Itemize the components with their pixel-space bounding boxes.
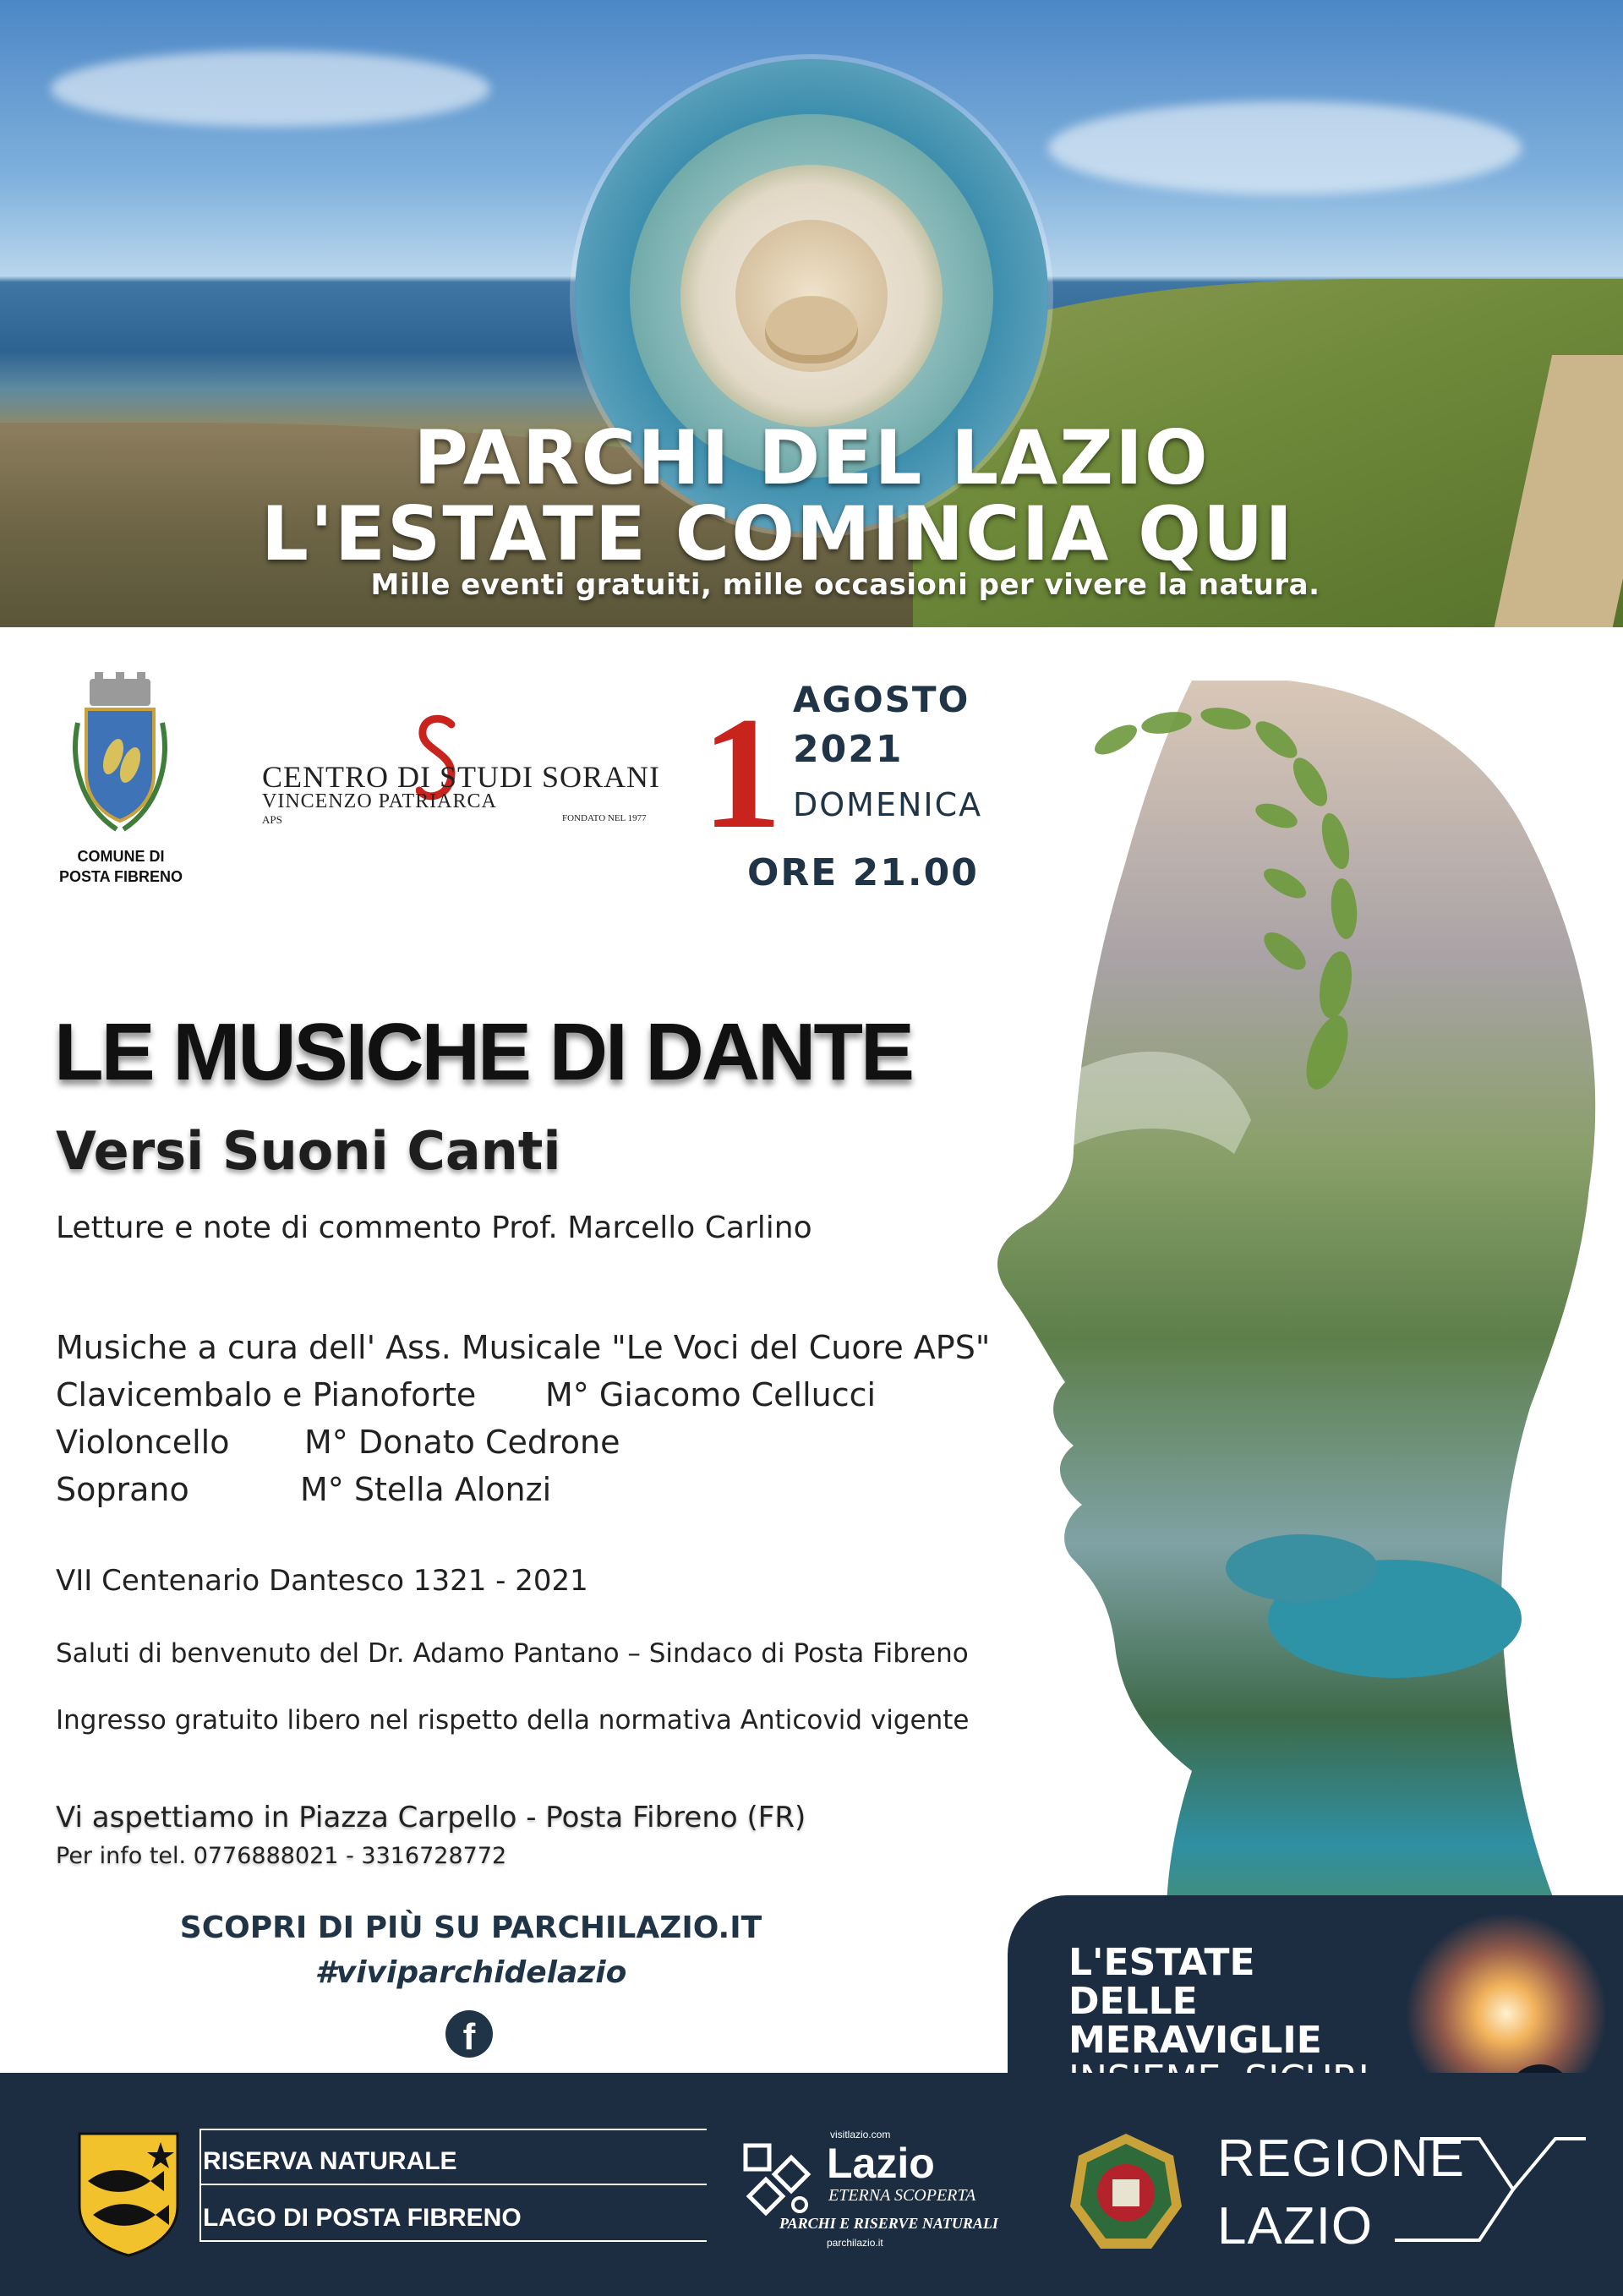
meraviglie-line3: MERAVIGLIE (1068, 2019, 1322, 2062)
banner-title-line2: L'ESTATE COMINCIA QUI (260, 490, 1295, 577)
regione-decor-lines (1386, 2130, 1589, 2257)
lake-small (1226, 1534, 1378, 1602)
date-year: 2021 (793, 728, 904, 771)
event-music-by: Musiche a cura dell' Ass. Musicale "Le Voci del Cuore APS" (56, 1329, 991, 1366)
lazio-name: Lazio (827, 2140, 935, 2187)
discover-link[interactable]: SCOPRI DI PIÙ SU PARCHILAZIO.IT (179, 1911, 762, 1945)
performer-name: M° Donato Cedrone (304, 1424, 620, 1461)
footer-divider (199, 2129, 707, 2130)
performer-name: M° Stella Alonzi (300, 1471, 552, 1508)
riserva-shield-logo (76, 2130, 181, 2257)
footer-divider (199, 2129, 201, 2242)
lazio-subtitle: ETERNA SCOPERTA (828, 2186, 976, 2205)
centro-aps: APS (262, 813, 282, 826)
centro-line2: VINCENZO PATRIARCA (262, 790, 497, 812)
sun-hat-image (765, 296, 858, 364)
date-day-number: 1 (702, 685, 782, 862)
event-subtitle: Versi Suoni Canti (56, 1120, 561, 1182)
event-readings: Letture e note di commento Prof. Marcello Carlino (56, 1211, 812, 1245)
meraviglie-line2: DELLE (1068, 1980, 1198, 2023)
event-title: LE MUSICHE DI DANTE (54, 1007, 913, 1097)
footer-divider (199, 2240, 707, 2242)
date-month: AGOSTO (793, 679, 970, 720)
date-weekday: DOMENICA (793, 786, 983, 823)
lazio-eterna-scoperta-logo (737, 2129, 998, 2255)
lazio-site: parchilazio.it (827, 2237, 883, 2249)
comune-label-line1: COMUNE DI (77, 848, 165, 865)
centro-studi-sorani-logo (262, 710, 659, 828)
footer-divider (199, 2184, 707, 2185)
lazio-parchi: PARCHI E RISERVE NATURALI (779, 2215, 998, 2232)
centro-line1: CENTRO DI STUDI SORANI (262, 760, 660, 794)
shield-fish-icon (76, 2130, 181, 2257)
comune-coat-of-arms (66, 672, 174, 833)
event-ingresso: Ingresso gratuito libero nel rispetto della normativa Anticovid vigente (56, 1705, 970, 1736)
event-location: Vi aspettiamo in Piazza Carpello - Posta Fibreno (FR) (56, 1801, 806, 1834)
facebook-icon[interactable]: f (445, 2010, 493, 2058)
lazio-visit-url: visitlazio.com (830, 2129, 891, 2140)
performer-role: Clavicembalo e Pianoforte (56, 1376, 477, 1413)
centro-fondato: FONDATO NEL 1977 (562, 813, 647, 823)
riserva-line2: LAGO DI POSTA FIBRENO (203, 2204, 522, 2232)
banner-title-line1: PARCHI DEL LAZIO (413, 414, 1210, 501)
regione-lazio-emblem (1067, 2130, 1185, 2257)
meraviglie-line1: L'ESTATE (1068, 1941, 1255, 1984)
date-time: ORE 21.00 (747, 851, 979, 894)
regione-line1: REGIONE (1217, 2129, 1465, 2188)
hashtag: #viviparchidelazio (314, 1955, 627, 1990)
cloud (51, 51, 490, 127)
regione-emblem-icon (1067, 2130, 1185, 2257)
performer-name: M° Giacomo Cellucci (545, 1376, 877, 1413)
lazio-pattern-icon (737, 2137, 822, 2222)
coat-of-arms-icon (66, 672, 174, 833)
riserva-line1: RISERVA NATURALE (203, 2147, 457, 2175)
event-info-phone: Per info tel. 0776888021 - 3316728772 (56, 1843, 507, 1869)
regione-line2: LAZIO (1217, 2197, 1374, 2255)
event-saluti: Saluti di benvenuto del Dr. Adamo Pantano – Sindaco di Posta Fibreno (56, 1638, 969, 1669)
cloud (1048, 101, 1522, 194)
header-banner (0, 0, 1623, 627)
performer-role: Soprano (56, 1471, 189, 1508)
event-centenario: VII Centenario Dantesco 1321 - 2021 (56, 1564, 588, 1598)
banner-tagline: Mille eventi gratuiti, mille occasioni per vivere la natura. (370, 568, 1320, 602)
comune-label-line2: POSTA FIBRENO (58, 868, 183, 885)
performer-role: Violoncello (56, 1424, 230, 1461)
